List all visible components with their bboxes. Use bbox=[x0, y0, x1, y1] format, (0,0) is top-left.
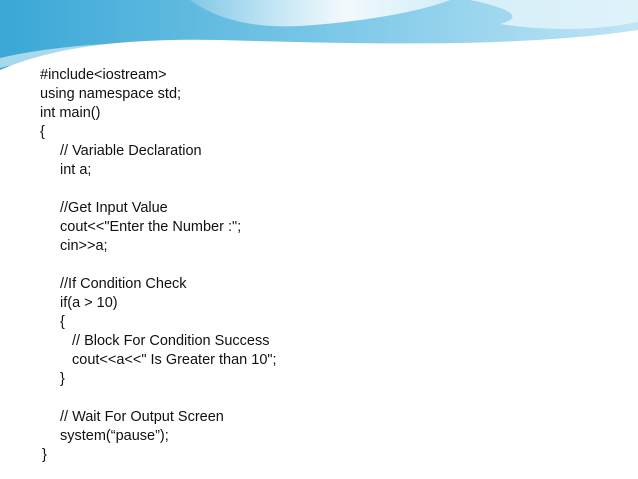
code-line-result-output: cout<<a<<" Is Greater than 10"; bbox=[72, 352, 277, 368]
code-line-read-input: cin>>a; bbox=[60, 238, 108, 254]
code-line-prompt-output: cout<<"Enter the Number :"; bbox=[60, 219, 242, 235]
code-line-comment-declaration: // Variable Declaration bbox=[60, 143, 202, 159]
code-line-blank bbox=[40, 389, 277, 408]
code-line-include: #include<iostream> bbox=[40, 67, 167, 83]
code-line-namespace: using namespace std; bbox=[40, 86, 182, 102]
code-line-system-pause: system(“pause”); bbox=[60, 428, 169, 444]
code-listing bbox=[40, 66, 277, 465]
code-line-main-signature: int main() bbox=[40, 105, 101, 121]
code-line-comment-wait: // Wait For Output Screen bbox=[60, 409, 224, 425]
code-line-blank bbox=[40, 256, 277, 275]
code-line-if-open-brace: { bbox=[60, 314, 65, 330]
code-line-if-close-brace: } bbox=[60, 371, 65, 387]
code-line-main-open-brace: { bbox=[40, 124, 45, 140]
code-line-declare-variable: int a; bbox=[60, 162, 92, 178]
code-line-comment-input: //Get Input Value bbox=[60, 200, 168, 216]
code-line-blank bbox=[40, 180, 277, 199]
code-line-comment-success: // Block For Condition Success bbox=[72, 333, 270, 349]
code-line-if-statement: if(a > 10) bbox=[60, 295, 118, 311]
code-line-main-close-brace: } bbox=[42, 447, 47, 463]
code-line-comment-condition: //If Condition Check bbox=[60, 276, 187, 292]
